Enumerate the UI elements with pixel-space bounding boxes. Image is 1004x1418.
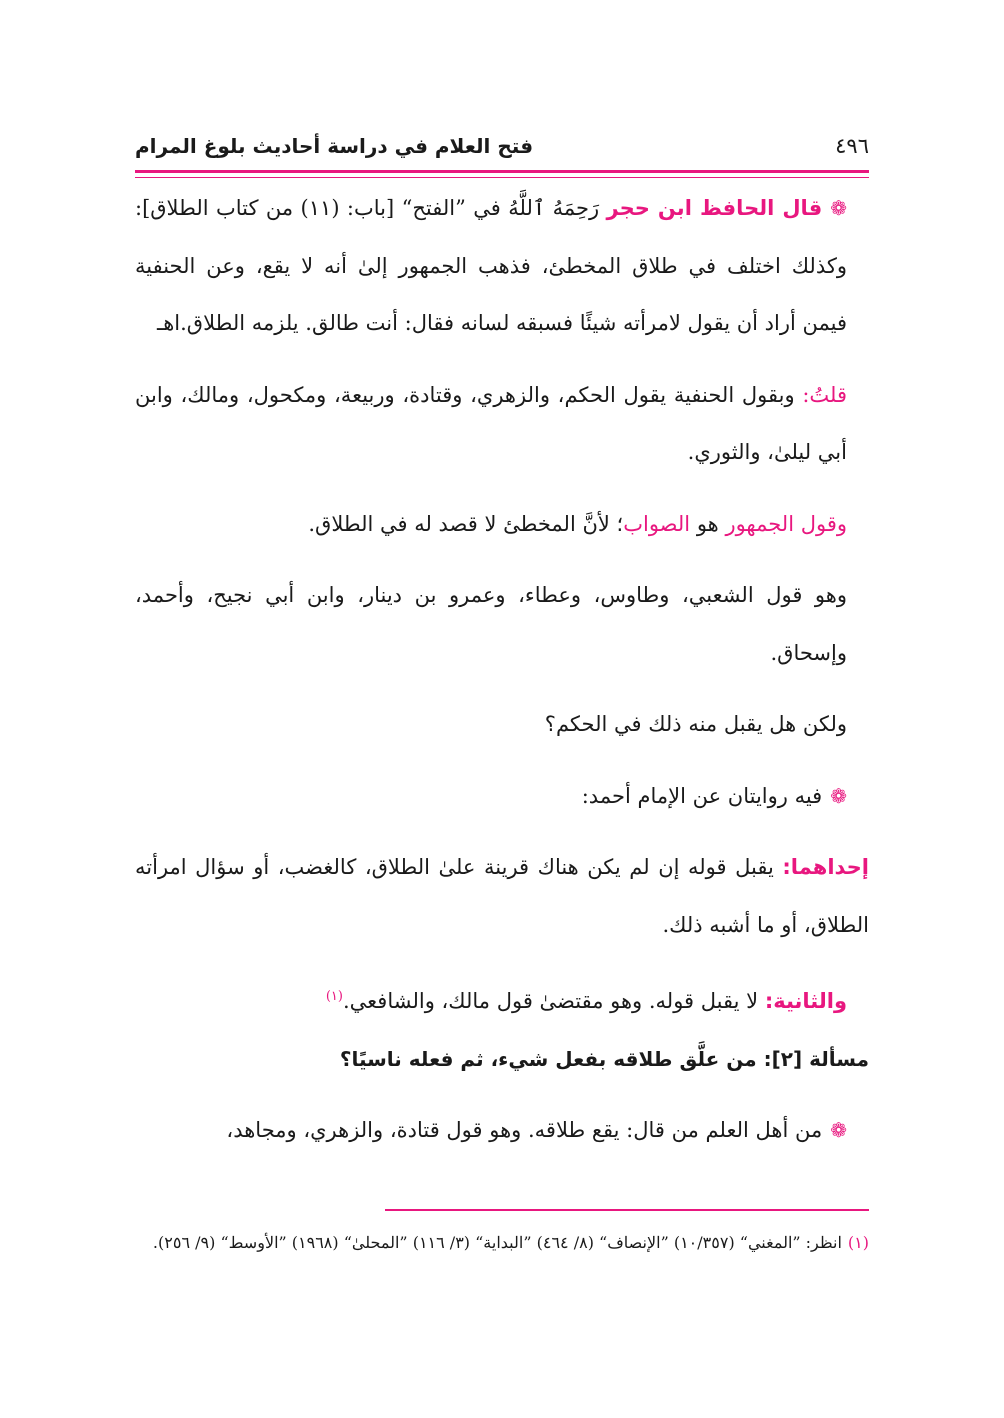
narrations-text: فيه روايتان عن الإمام أحمد: bbox=[581, 783, 823, 808]
narrations-paragraph bbox=[135, 768, 869, 826]
main-text bbox=[135, 180, 869, 1160]
honorific: رَحِمَهُ ٱللَّهُ bbox=[508, 196, 600, 220]
issue-body-text: من أهل العلم من قال: يقع طلاقه. وهو قول قتادة، والزهري، ومجاهد، bbox=[226, 1118, 823, 1142]
flower-ornament-icon: ❁ bbox=[830, 783, 847, 808]
header-rule-thin bbox=[135, 177, 869, 178]
first-narration-paragraph bbox=[135, 839, 869, 954]
footnote bbox=[135, 1227, 869, 1259]
running-header bbox=[135, 126, 869, 166]
page-number: ٤٩٦ bbox=[835, 134, 869, 158]
book-title: فتح العلام في دراسة أحاديث بلوغ المرام bbox=[135, 134, 534, 158]
footnote-separator bbox=[385, 1209, 869, 1211]
majority-label: وقول الجمهور bbox=[725, 511, 847, 536]
question-text: ولكن هل يقبل منه ذلك في الحكم؟ bbox=[544, 712, 847, 736]
second-narration-text: لا يقبل قوله. وهو مقتضىٰ قول مالك، والشافعي. bbox=[342, 989, 759, 1013]
scholars-list-text: وهو قول الشعبي، وطاوس، وعطاء، وعمرو بن دينار، وابن أبي نجيح، وأحمد، وإسحاق. bbox=[135, 583, 847, 665]
flower-ornament-icon: ❁ bbox=[830, 196, 847, 220]
majority-view-paragraph bbox=[135, 496, 869, 554]
question-paragraph bbox=[135, 696, 869, 754]
first-narration-text: يقبل قوله إن لم يكن هناك قرينة علىٰ الطلاق، كالغضب، أو سؤال امرأته الطلاق، أو ما أشبه ذلك. bbox=[135, 855, 869, 937]
header-rule-thick bbox=[135, 170, 869, 173]
scholars-list-paragraph bbox=[135, 567, 869, 682]
footnote-number: (١) bbox=[847, 1233, 869, 1252]
flower-ornament-icon: ❁ bbox=[830, 1118, 847, 1142]
majority-connector: هو bbox=[696, 511, 719, 536]
issue-body-paragraph bbox=[135, 1102, 869, 1160]
quote-text: في ”الفتح“ [باب: (١١) من كتاب الطلاق]: وكذلك اختلف في طلاق المخطئ، فذهب الجمهور إلىٰ أنه لا يقع، وعن الحنفية فيمن أراد أن يقول لامرأته شيئًا فسبقه لسانه فقال: أنت طالق. يلزمه الطلاق.اهـ bbox=[135, 196, 847, 335]
author-note-label: قلتُ: bbox=[802, 382, 847, 407]
quote-paragraph bbox=[135, 180, 869, 353]
first-narration-label: إحداهما: bbox=[782, 855, 869, 879]
footnote-ref[interactable]: (١) bbox=[325, 989, 343, 1004]
issue-heading: مسألة [٢]: من علَّق طلاقه بفعل شيء، ثم فعله ناسيًا؟ bbox=[339, 1046, 869, 1071]
issue-heading-paragraph bbox=[135, 1031, 869, 1089]
correct-label: الصواب bbox=[623, 511, 691, 536]
majority-reason: ؛ لأنَّ المخطئ لا قصد له في الطلاق. bbox=[308, 511, 624, 536]
second-narration-paragraph bbox=[135, 968, 869, 1031]
second-narration-label: والثانية: bbox=[764, 989, 847, 1013]
author-note-text: وبقول الحنفية يقول الحكم، والزهري، وقتادة، وربيعة، ومكحول، ومالك، وابن أبي ليلىٰ، والثوري. bbox=[135, 382, 847, 464]
footnote-text: انظر: ”المغني“ (١٠/٣٥٧) ”الإنصاف“ (٨/ ٤٦٤) ”البداية“ (٣/ ١١٦) ”المحلىٰ“ (١٩٦٨) ”الأوسط“ (٩/ ٢٥٦). bbox=[152, 1233, 842, 1252]
author-note-paragraph bbox=[135, 367, 869, 482]
scholar-name: قال الحافظ ابن حجر bbox=[606, 196, 823, 220]
